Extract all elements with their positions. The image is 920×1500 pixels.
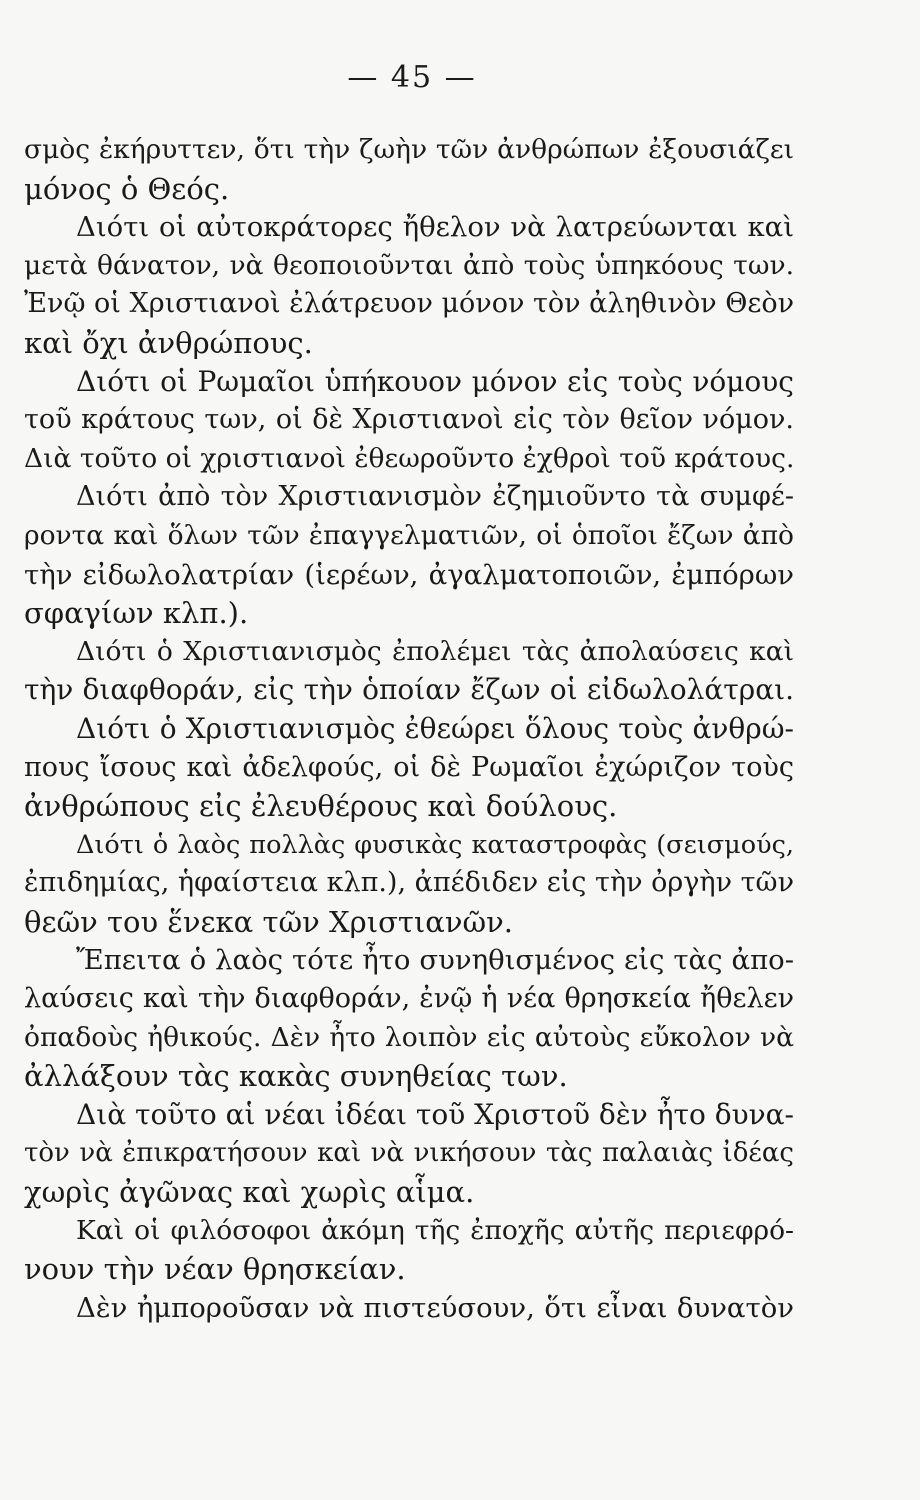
text-line: ἐπιδημίας, ἡφαίστεια κλπ.), ἀπέδιδεν εἰς τὴν ὀργὴν τῶν: [24, 867, 794, 899]
text-line: Διότι ὁ λαὸς πολλὰς φυσικὰς καταστροφὰς (σεισμούς,: [76, 829, 794, 860]
text-line: Διὰ τοῦτο αἱ νέαι ἰδέαι τοῦ Χριστοῦ δὲν ἦτο δυνα-: [76, 1097, 794, 1131]
text-line: Δὲν ἠμποροῦσαν νὰ πιστεύσουν, ὅτι εἶναι δυνατὸν: [76, 1291, 794, 1324]
text-line: ἀνθρώπους εἰς ἐλευθέρους καὶ δούλους.: [24, 789, 618, 824]
text-line: τὴν εἰδωλολατρίαν (ἱερέων, ἀγαλματοποιῶν, ἐμπόρων: [24, 558, 794, 591]
text-line: σφαγίων κλπ.).: [24, 596, 249, 631]
page-number: — 45 —: [347, 60, 477, 95]
text-line: καὶ ὄχι ἀνθρώπους.: [24, 325, 313, 360]
text-line: μόνος ὁ Θεός.: [24, 171, 230, 206]
text-line: πους ἴσους καὶ ἀδελφούς, οἱ δὲ Ρωμαῖοι ἐχώριζον τοὺς: [24, 751, 794, 783]
text-line: Καὶ οἱ φιλόσοφοι ἀκόμη τῆς ἐποχῆς αὐτῆς περιεφρό-: [76, 1214, 794, 1246]
text-line: νουν τὴν νέαν θρησκείαν.: [24, 1252, 406, 1287]
text-line: Ἔπειτα ὁ λαὸς τότε ἦτο συνηθισμένος εἰς τὰς ἀπο-: [76, 944, 794, 977]
text-line: λαύσεις καὶ τὴν διαφθοράν, ἐνῷ ἡ νέα θρησκεία ἤθελεν: [24, 983, 794, 1015]
text-line: τὴν διαφθοράν, εἰς τὴν ὁποίαν ἔζων οἱ εἰδωλολάτραι.: [24, 673, 794, 707]
text-line: ὀπαδοὺς ἠθικούς. Δὲν ἦτο λοιπὸν εἰς αὐτοὺς εὔκολον νὰ: [24, 1021, 794, 1053]
text-line: τοῦ κράτους των, οἱ δὲ Χριστιανοὶ εἰς τὸν θεῖον νόμον.: [24, 404, 794, 436]
text-line: ἀλλάξουν τὰς κακὰς συνηθείας των.: [24, 1059, 568, 1094]
text-line: Ἐνῷ οἱ Χριστιανοὶ ἐλάτρευον μόνον τὸν ἀληθινὸν Θεὸν: [24, 288, 794, 320]
text-line: ροντα καὶ ὅλων τῶν ἐπαγγελματιῶν, οἱ ὁποῖοι ἔζων ἀπὸ: [24, 519, 794, 551]
text-line: μετὰ θάνατον, νὰ θεοποιοῦνται ἀπὸ τοὺς ὑπηκόους των.: [24, 249, 794, 281]
text-line: Διότι ὁ Χριστιανισμὸς ἐπολέμει τὰς ἀπολαύσεις καὶ: [76, 635, 794, 667]
text-line: χωρὶς ἀγῶνας καὶ χωρὶς αἷμα.: [24, 1175, 475, 1210]
text-line: θεῶν του ἕνεκα τῶν Χριστιανῶν.: [24, 904, 513, 939]
text-line: σμὸς ἐκήρυττεν, ὅτι τὴν ζωὴν τῶν ἀνθρώπων ἐξουσιάζει: [24, 134, 794, 165]
text-line: Διότι ἀπὸ τὸν Χριστιανισμὸν ἐζημιοῦντο τὰ συμφέ-: [76, 481, 794, 513]
text-line: τὸν νὰ ἐπικρατήσουν καὶ νὰ νικήσουν τὰς παλαιὰς ἰδέας: [24, 1138, 794, 1169]
text-line: Διότι οἱ Ρωμαῖοι ὑπήκουον μόνον εἰς τοὺς νόμους: [76, 364, 794, 398]
text-line: Διότι ὁ Χριστιανισμὸς ἐθεώρει ὅλους τοὺς ἀνθρώ-: [76, 711, 794, 745]
text-line: Διότι οἱ αὐτοκράτορες ἤθελον νὰ λατρεύωνται καὶ: [76, 211, 794, 244]
page-text-body: [24, 131, 800, 1327]
text-line: Διὰ τοῦτο οἱ χριστιανοὶ ἐθεωροῦντο ἐχθροὶ τοῦ κράτους.: [24, 442, 795, 474]
